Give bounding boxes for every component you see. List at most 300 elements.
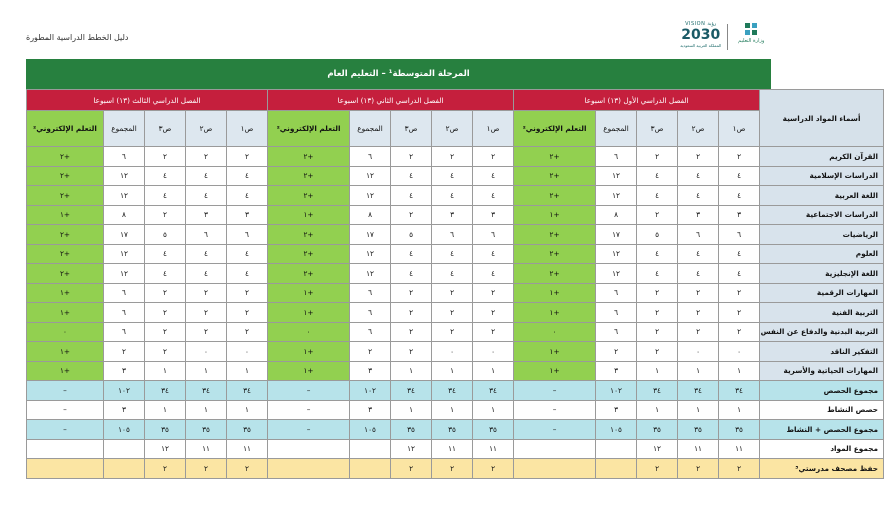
period-cell: ١ <box>432 400 473 420</box>
period-cell: ٢ <box>227 322 268 342</box>
period-cell: ٣٤ <box>719 381 760 401</box>
period-cell: ٠ <box>473 342 514 362</box>
period-cell: ٢ <box>637 147 678 167</box>
period-cell: ٤ <box>186 244 227 264</box>
period-cell: ٦ <box>678 225 719 245</box>
period-cell: ١ <box>186 361 227 381</box>
period-cell: ٢ <box>391 283 432 303</box>
total-cell: ٢ <box>104 342 145 362</box>
period-cell: ٠ <box>432 342 473 362</box>
total-cell <box>596 439 637 459</box>
elearning-column-header: التعلم الإلكتروني² <box>268 111 350 147</box>
period-cell: ٢ <box>227 303 268 323</box>
vision-2030-logo <box>679 21 722 53</box>
period-cell: ١١ <box>432 439 473 459</box>
subject-name: العلوم <box>760 244 884 264</box>
elearning-cell: +٢ <box>27 244 104 264</box>
period-cell: ٢ <box>637 283 678 303</box>
total-cell: ٣ <box>350 400 391 420</box>
period-cell: ١١ <box>227 439 268 459</box>
subject-name: الرياضيات <box>760 225 884 245</box>
period-cell: ٤ <box>678 166 719 186</box>
elearning-cell: – <box>268 400 350 420</box>
period-cell: ١ <box>186 400 227 420</box>
total-cell: ١٢ <box>596 166 637 186</box>
total-cell <box>104 439 145 459</box>
period-cell: ٣٥ <box>678 420 719 440</box>
subject-name: التفكير الناقد <box>760 342 884 362</box>
elearning-cell: +٢ <box>268 147 350 167</box>
period-cell: ١ <box>678 361 719 381</box>
subject-column-header: أسماء المواد الدراسية <box>760 90 884 147</box>
period-cell: ٢ <box>678 147 719 167</box>
period-cell: ٣٥ <box>227 420 268 440</box>
elearning-cell: – <box>268 420 350 440</box>
elearning-cell: +٢ <box>27 225 104 245</box>
period-cell: ١٢ <box>637 439 678 459</box>
period-cell: ١ <box>637 400 678 420</box>
period-cell: ١ <box>719 400 760 420</box>
total-cell: ١٢ <box>104 244 145 264</box>
period-cell: ٦ <box>227 225 268 245</box>
period-cell: ٤ <box>145 264 186 284</box>
period-cell: ٥ <box>391 225 432 245</box>
period-cell: ٢ <box>432 459 473 479</box>
period-cell: ٢ <box>678 459 719 479</box>
total-cell: ٨ <box>104 205 145 225</box>
period-cell: ٢ <box>145 459 186 479</box>
period-cell: ٦ <box>473 225 514 245</box>
period-cell: ٢ <box>637 322 678 342</box>
table-row <box>27 166 884 186</box>
elearning-cell: +٢ <box>514 186 596 206</box>
period-cell: ٤ <box>473 264 514 284</box>
period-cell: ٦ <box>186 225 227 245</box>
total-cell: ١٠٥ <box>350 420 391 440</box>
elearning-cell: +١ <box>514 342 596 362</box>
table-row <box>27 439 884 459</box>
period-cell: ٤ <box>637 264 678 284</box>
period-cell: ٤ <box>719 186 760 206</box>
period-cell: ١ <box>719 361 760 381</box>
logos <box>679 20 769 54</box>
period-cell: ٤ <box>227 244 268 264</box>
table-row <box>27 147 884 167</box>
semester-header: الفصل الدراسي الأول (١٣) اسبوعا <box>514 90 760 111</box>
total-cell: ١٢ <box>350 186 391 206</box>
period-cell: ٤ <box>678 186 719 206</box>
table-row <box>27 205 884 225</box>
period-cell: ٣٥ <box>145 420 186 440</box>
period-cell: ٢ <box>186 283 227 303</box>
period-cell: ٢ <box>145 303 186 323</box>
period-cell: ٤ <box>637 166 678 186</box>
table-row <box>27 186 884 206</box>
grade-column-header: ص٣ <box>637 111 678 147</box>
period-cell: ٤ <box>637 186 678 206</box>
period-cell: ٢ <box>637 459 678 479</box>
subject-name: حفظ مصحف مدرستي³ <box>760 459 884 479</box>
period-cell: ٣ <box>227 205 268 225</box>
period-cell: ٢ <box>432 283 473 303</box>
period-cell: ١ <box>227 400 268 420</box>
vision-year: 2030 <box>681 27 721 43</box>
period-cell: ٢ <box>391 322 432 342</box>
period-cell: ٣٤ <box>432 381 473 401</box>
period-cell: ٢ <box>719 283 760 303</box>
period-cell: ٦ <box>432 225 473 245</box>
period-cell: ٢ <box>227 283 268 303</box>
total-cell: ٣ <box>596 361 637 381</box>
period-cell: ٤ <box>432 264 473 284</box>
elearning-cell: +٢ <box>514 166 596 186</box>
period-cell: ٢ <box>432 303 473 323</box>
period-cell: ٢ <box>473 459 514 479</box>
subject-name: الدراسات الإسلامية <box>760 166 884 186</box>
period-cell: ٥ <box>637 225 678 245</box>
total-cell: ١٢ <box>350 166 391 186</box>
period-cell: ١ <box>145 361 186 381</box>
total-cell: ٦ <box>596 283 637 303</box>
elearning-cell: +١ <box>27 342 104 362</box>
elearning-cell: +٢ <box>27 186 104 206</box>
subject-name: مجموع الحصص + النشاط <box>760 420 884 440</box>
grade-column-header: ص٢ <box>432 111 473 147</box>
total-cell: ٣ <box>350 361 391 381</box>
elearning-cell: – <box>268 381 350 401</box>
table-row <box>27 342 884 362</box>
grade-column-header: ص٢ <box>678 111 719 147</box>
period-cell: ٤ <box>473 186 514 206</box>
period-cell: ٢ <box>719 303 760 323</box>
table-row <box>27 303 884 323</box>
total-cell: ١٢ <box>596 186 637 206</box>
logo-divider <box>727 24 728 50</box>
table-row <box>27 322 884 342</box>
period-cell: ١ <box>391 400 432 420</box>
period-cell: ٢ <box>227 459 268 479</box>
total-cell: ١٢ <box>104 166 145 186</box>
total-cell: ٣ <box>104 400 145 420</box>
period-cell: ٢ <box>432 322 473 342</box>
total-cell: ١٠٢ <box>104 381 145 401</box>
total-cell: ٦ <box>350 147 391 167</box>
elearning-cell: +١ <box>268 361 350 381</box>
period-cell: ٢ <box>637 303 678 323</box>
period-cell: ٣٤ <box>227 381 268 401</box>
period-cell: ٣٤ <box>473 381 514 401</box>
period-cell: ٠ <box>227 342 268 362</box>
total-cell <box>596 459 637 479</box>
elearning-cell: +٢ <box>27 166 104 186</box>
period-cell: ٣٤ <box>145 381 186 401</box>
period-cell: ٤ <box>227 264 268 284</box>
total-cell: ١٠٢ <box>350 381 391 401</box>
ministry-label: وزارة التعليم <box>738 38 765 44</box>
table-row <box>27 264 884 284</box>
period-cell: ٣٥ <box>186 420 227 440</box>
elearning-cell <box>514 459 596 479</box>
period-cell: ٢ <box>145 205 186 225</box>
period-cell: ٣٤ <box>391 381 432 401</box>
period-cell: ١ <box>678 400 719 420</box>
period-cell: ٤ <box>186 186 227 206</box>
total-cell: ٦ <box>104 322 145 342</box>
period-cell: ٣ <box>678 205 719 225</box>
period-cell: ٤ <box>432 186 473 206</box>
period-cell: ٢ <box>473 147 514 167</box>
study-plan-table <box>26 89 884 479</box>
period-cell: ٢ <box>186 303 227 323</box>
table-row <box>27 420 884 440</box>
period-cell: ٢ <box>145 147 186 167</box>
elearning-cell: ٠ <box>27 322 104 342</box>
period-cell: ٥ <box>145 225 186 245</box>
total-cell: ١٢ <box>596 244 637 264</box>
grade-column-header: ص٣ <box>391 111 432 147</box>
elearning-cell: +٢ <box>514 225 596 245</box>
period-cell: ٣٥ <box>391 420 432 440</box>
period-cell: ١ <box>432 361 473 381</box>
elearning-cell: – <box>514 420 596 440</box>
period-cell: ١١ <box>719 439 760 459</box>
total-cell: ٦ <box>350 283 391 303</box>
subject-name: المهارات الرقمية <box>760 283 884 303</box>
table-row <box>27 244 884 264</box>
period-cell: ٣٥ <box>637 420 678 440</box>
period-cell: ٢ <box>719 147 760 167</box>
total-cell: ١٠٥ <box>596 420 637 440</box>
period-cell: ٢ <box>473 322 514 342</box>
elearning-column-header: التعلم الإلكتروني² <box>27 111 104 147</box>
total-column-header: المجموع <box>350 111 391 147</box>
ministry-logo <box>733 21 769 53</box>
total-cell: ١٧ <box>104 225 145 245</box>
period-cell: ١ <box>145 400 186 420</box>
period-cell: ١٢ <box>391 439 432 459</box>
period-cell: ٤ <box>145 166 186 186</box>
elearning-cell: +١ <box>514 361 596 381</box>
period-cell: ٢ <box>145 322 186 342</box>
subject-name: المهارات الحياتية والأسرية <box>760 361 884 381</box>
total-cell: ٢ <box>350 342 391 362</box>
elearning-cell: +١ <box>27 303 104 323</box>
period-cell: ٢ <box>678 283 719 303</box>
table-row <box>27 381 884 401</box>
period-cell: ١ <box>391 361 432 381</box>
period-cell: ٤ <box>473 166 514 186</box>
period-cell: ١ <box>473 361 514 381</box>
elearning-column-header: التعلم الإلكتروني² <box>514 111 596 147</box>
period-cell: ٢ <box>391 303 432 323</box>
elearning-cell: +٢ <box>514 244 596 264</box>
vision-label: VISION رؤية <box>685 21 717 27</box>
elearning-cell <box>27 459 104 479</box>
period-cell: ٤ <box>186 166 227 186</box>
elearning-cell: +١ <box>514 303 596 323</box>
total-cell: ٣ <box>596 400 637 420</box>
elearning-cell: – <box>514 381 596 401</box>
period-cell: ٤ <box>473 244 514 264</box>
elearning-cell: +٢ <box>268 186 350 206</box>
elearning-cell: +٢ <box>27 264 104 284</box>
period-cell: ٢ <box>186 322 227 342</box>
subject-name: اللغة الإنجليزية <box>760 264 884 284</box>
period-cell: ٤ <box>391 244 432 264</box>
period-cell: ٢ <box>145 342 186 362</box>
period-cell: ٤ <box>432 166 473 186</box>
subject-name: التربية الفنية <box>760 303 884 323</box>
period-cell: ١ <box>637 361 678 381</box>
elearning-cell: – <box>27 420 104 440</box>
total-column-header: المجموع <box>596 111 637 147</box>
period-cell: ٢ <box>145 283 186 303</box>
period-cell: ٢ <box>186 147 227 167</box>
period-cell: ٠ <box>186 342 227 362</box>
period-cell: ٤ <box>391 264 432 284</box>
total-cell <box>350 459 391 479</box>
total-cell: ١٠٢ <box>596 381 637 401</box>
period-cell: ٠ <box>678 342 719 362</box>
period-cell: ٣ <box>186 205 227 225</box>
elearning-cell: +٢ <box>27 147 104 167</box>
elearning-cell: +١ <box>27 205 104 225</box>
semester-header: الفصل الدراسي الثاني (١٣) اسبوعا <box>268 90 514 111</box>
subject-name: حصص النشاط <box>760 400 884 420</box>
period-cell: ١١ <box>186 439 227 459</box>
period-cell: ٤ <box>391 186 432 206</box>
total-cell: ١٢ <box>596 264 637 284</box>
period-cell: ٠ <box>719 342 760 362</box>
elearning-cell: – <box>514 400 596 420</box>
period-cell: ٢ <box>391 459 432 479</box>
subject-name: القرآن الكريم <box>760 147 884 167</box>
period-cell: ٤ <box>186 264 227 284</box>
stage-title-bar: المرحلة المتوسطة¹ – التعليم العام <box>26 59 771 89</box>
period-cell: ٦ <box>719 225 760 245</box>
period-cell: ٣٥ <box>719 420 760 440</box>
table-row <box>27 361 884 381</box>
total-cell: ٦ <box>350 303 391 323</box>
elearning-cell: +٢ <box>514 147 596 167</box>
total-cell: ١٢ <box>104 186 145 206</box>
elearning-cell: +١ <box>268 205 350 225</box>
total-cell <box>350 439 391 459</box>
grade-column-header: ص١ <box>473 111 514 147</box>
period-cell: ٤ <box>391 166 432 186</box>
period-cell: ٢ <box>391 147 432 167</box>
ministry-emblem-icon <box>743 21 759 37</box>
table-row <box>27 459 884 479</box>
grade-column-header: ص٣ <box>145 111 186 147</box>
total-cell: ٣ <box>104 361 145 381</box>
grade-column-header: ص١ <box>719 111 760 147</box>
total-cell: ٦ <box>596 322 637 342</box>
total-cell: ٨ <box>350 205 391 225</box>
period-cell: ٤ <box>227 166 268 186</box>
elearning-cell: – <box>27 400 104 420</box>
subject-name: اللغة العربية <box>760 186 884 206</box>
total-cell: ١٠٥ <box>104 420 145 440</box>
table-row <box>27 400 884 420</box>
elearning-cell <box>27 439 104 459</box>
subject-name: مجموع الحصص <box>760 381 884 401</box>
elearning-cell: +١ <box>268 303 350 323</box>
semester-header: الفصل الدراسي الثالث (١٣) اسبوعا <box>27 90 268 111</box>
elearning-cell: +١ <box>27 283 104 303</box>
period-cell: ١١ <box>473 439 514 459</box>
elearning-cell: ٠ <box>268 322 350 342</box>
period-cell: ٢ <box>637 205 678 225</box>
elearning-cell: +٢ <box>268 264 350 284</box>
table-row <box>27 283 884 303</box>
total-cell: ١٢ <box>350 244 391 264</box>
period-cell: ٣ <box>473 205 514 225</box>
total-cell: ٦ <box>104 147 145 167</box>
period-cell: ٤ <box>719 244 760 264</box>
period-cell: ٢ <box>678 303 719 323</box>
period-cell: ٤ <box>432 244 473 264</box>
total-cell: ٢ <box>596 342 637 362</box>
total-cell: ١٧ <box>350 225 391 245</box>
total-cell: ٦ <box>596 303 637 323</box>
elearning-cell: +١ <box>27 361 104 381</box>
total-cell: ١٢ <box>350 264 391 284</box>
period-cell: ٢ <box>473 283 514 303</box>
elearning-cell: +١ <box>268 342 350 362</box>
elearning-cell: +١ <box>514 205 596 225</box>
period-cell: ٢ <box>432 147 473 167</box>
total-cell: ١٢ <box>104 264 145 284</box>
period-cell: ٢ <box>678 322 719 342</box>
elearning-cell: – <box>27 381 104 401</box>
elearning-cell <box>268 439 350 459</box>
period-cell: ١ <box>227 361 268 381</box>
period-cell: ٢ <box>391 205 432 225</box>
guide-title: دليل الخطط الدراسية المطورة <box>26 33 129 42</box>
period-cell: ٤ <box>145 244 186 264</box>
period-cell: ٤ <box>719 166 760 186</box>
elearning-cell: +٢ <box>268 225 350 245</box>
elearning-cell: +١ <box>514 283 596 303</box>
total-cell: ١٧ <box>596 225 637 245</box>
total-cell: ٨ <box>596 205 637 225</box>
elearning-cell: +٢ <box>514 264 596 284</box>
period-cell: ٣٥ <box>473 420 514 440</box>
total-cell: ٦ <box>104 303 145 323</box>
total-cell: ٦ <box>350 322 391 342</box>
period-cell: ٣٥ <box>432 420 473 440</box>
period-cell: ٢ <box>391 342 432 362</box>
grade-column-header: ص١ <box>227 111 268 147</box>
period-cell: ٤ <box>678 264 719 284</box>
total-cell: ٦ <box>104 283 145 303</box>
total-column-header: المجموع <box>104 111 145 147</box>
grade-column-header: ص٢ <box>186 111 227 147</box>
subject-name: الدراسات الاجتماعية <box>760 205 884 225</box>
period-cell: ١ <box>473 400 514 420</box>
elearning-cell <box>268 459 350 479</box>
period-cell: ٣ <box>719 205 760 225</box>
period-cell: ١١ <box>678 439 719 459</box>
period-cell: ٢ <box>227 147 268 167</box>
elearning-cell: +٢ <box>268 166 350 186</box>
subject-name: التربية البدنية والدفاع عن النفس <box>760 322 884 342</box>
period-cell: ٣٤ <box>637 381 678 401</box>
period-cell: ٤ <box>145 186 186 206</box>
period-cell: ٢ <box>637 342 678 362</box>
period-cell: ٤ <box>227 186 268 206</box>
